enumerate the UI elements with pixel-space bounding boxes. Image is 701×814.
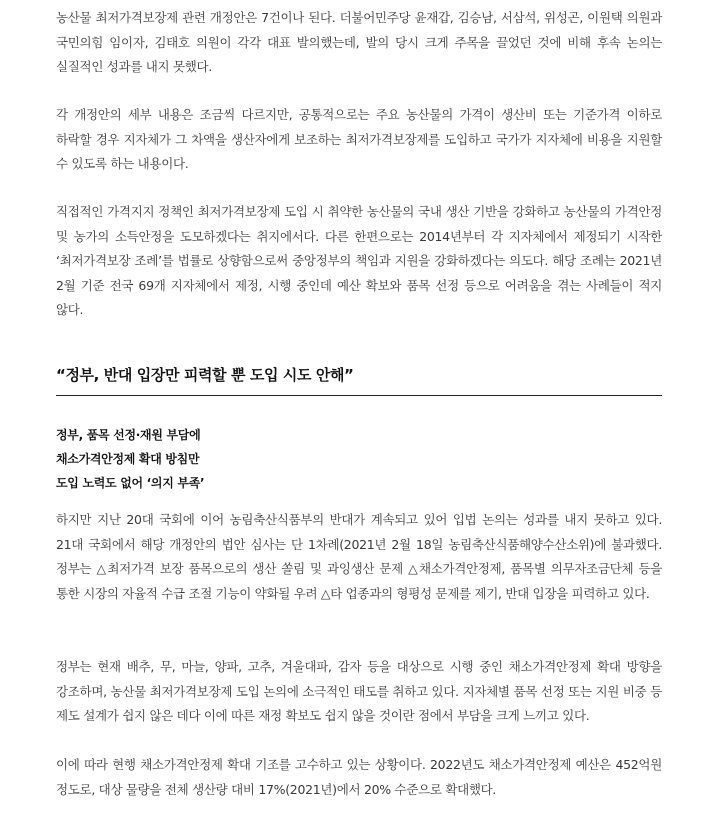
summary-line: 채소가격안정제 확대 방침만 <box>56 452 200 466</box>
section-divider <box>56 395 662 396</box>
article-paragraph: 농산물 최저가격보장제 관련 개정안은 7건이나 된다. 더불어민주당 윤재갑, 김승남, 서삼석, 위성곤, 이원택 의원과 국민의힘 임이자, 김태호 의원이 각각 대표 발의했는데, 발의 당시 크게 주목을 끌었던 것에 비해 후속 논의는 실질적인 성과를 내지 못했다. <box>56 10 662 74</box>
article-paragraph: 정부는 현재 배추, 무, 마늘, 양파, 고추, 겨울대파, 감자 등을 대상으로 시행 중인 채소가격안정제 확대 방향을 강조하며, 농산물 최저가격보장제 도입 논의에 소극적인 태도를 취하고 있다. 지자체별 품목 선정 또는 지원 비중 등 제도 설계가 쉽지 않은 데다 이에 따른 재정 확보도 쉽지 않을 것이란 점에서 부담을 크게 느끼고 있다. <box>56 659 662 723</box>
article-paragraph: 각 개정안의 세부 내용은 조금씩 다르지만, 공통적으로는 주요 농산물의 가격이 생산비 또는 기준가격 이하로 하락할 경우 지자체가 그 차액을 생산자에게 보조하는 최저가격보장제를 도입하고 국가가 지자체에 비용을 지원할 수 있도록 하는 내용이다. <box>56 107 662 171</box>
article-paragraph: 이에 따라 현행 채소가격안정제 확대 기조를 고수하고 있는 상황이다. 2022년도 채소가격안정제 예산은 452억원 정도로, 대상 물량을 전체 생산량 대비 17%(2021년)에서 20% 수준으로 확대했다. <box>56 757 662 797</box>
article-paragraph: 하지만 지난 20대 국회에 이어 농림축산식품부의 반대가 계속되고 있어 입법 논의는 성과를 내지 못하고 있다. 21대 국회에서 해당 개정안의 법안 심사는 단 1차례(2021년 2월 18일 농림축산식품해양수산소위)에 불과했다. 정부는 △최저가격 보장 품목으로의 생산 쏠림 및 과잉생산 문제 △채소가격안정제, 품목별 의무자조금단체 등을 통한 시장의 자율적 수급 조절 기능이 약화될 우려 △타 업종과의 형평성 문제를 제기, 반대 입장을 피력하고 있다. <box>56 512 662 601</box>
section-subheading: “정부, 반대 입장만 피력할 뿐 도입 시도 안해” <box>56 366 354 384</box>
summary-line: 도입 노력도 없어 ‘의지 부족’ <box>56 476 205 490</box>
summary-line: 정부, 품목 선정·재원 부담에 <box>56 428 201 442</box>
article-paragraph: 직접적인 가격지지 정책인 최저가격보장제 도입 시 취약한 농산물의 국내 생산 기반을 강화하고 농산물의 가격안정 및 농가의 소득안정을 도모하겠다는 취지에서다. 다른 한편으로는 2014년부터 각 지자체에서 제정되기 시작한 ‘최저가격보장 조례’를 법률로 상향함으로써 중앙정부의 책임과 지원을 강화하겠다는 의도다. 해당 조례는 2021년 2월 기준 전국 69개 지자체에서 제정, 시행 중인데 예산 확보와 품목 선정 등으로 어려움을 겪는 사례들이 적지 않다. <box>56 204 662 317</box>
summary-box <box>56 423 204 495</box>
